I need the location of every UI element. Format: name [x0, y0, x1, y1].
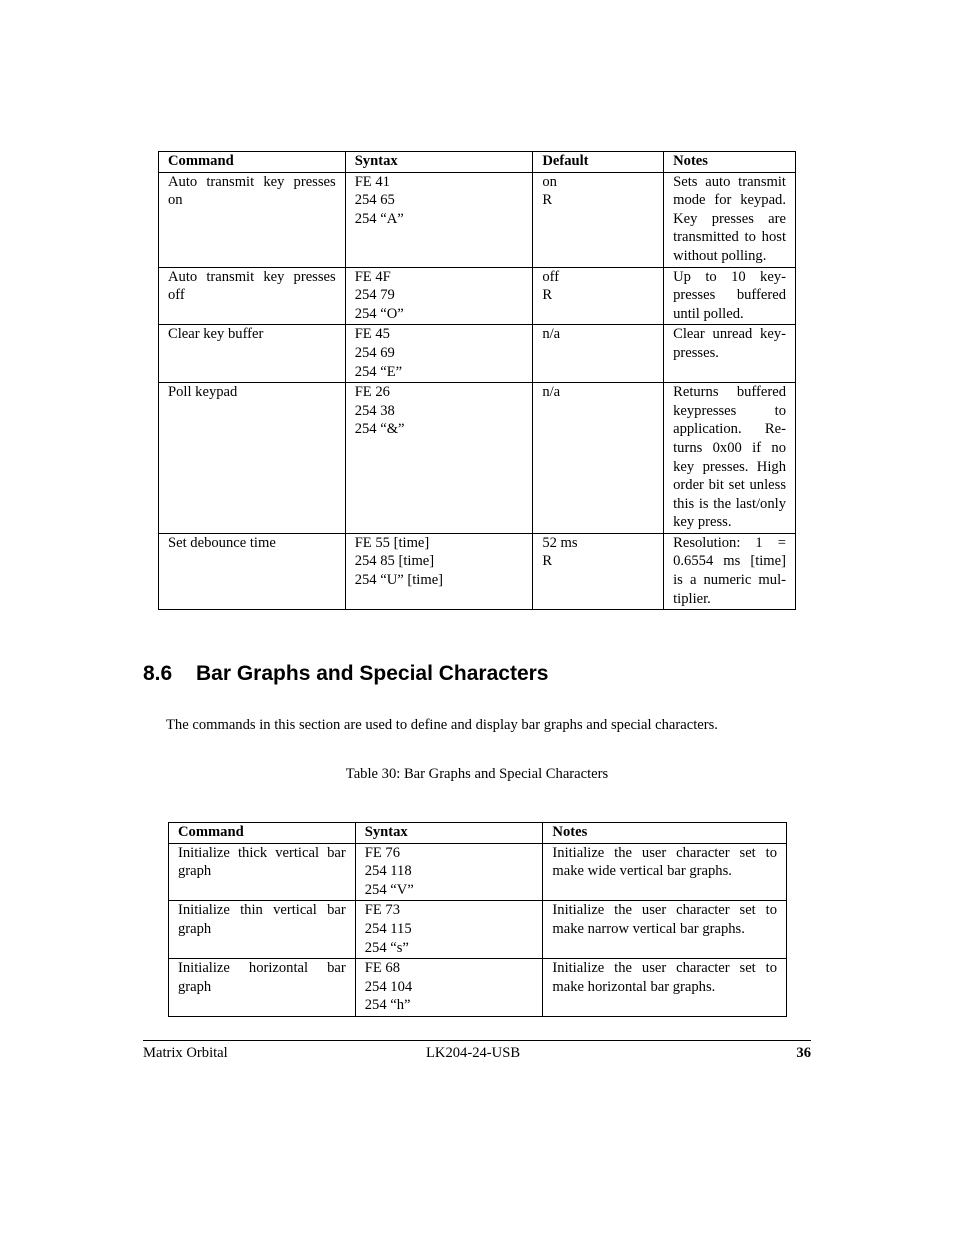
table-row — [159, 267, 796, 325]
notes-cell: Clear unread key-presses. — [664, 325, 796, 383]
page-number: 36 — [796, 1045, 811, 1061]
table-row — [159, 325, 796, 383]
syntax-cell: FE 76 254 118 254 “V” — [355, 843, 543, 901]
command-cell: Set debounce time — [159, 533, 346, 609]
syntax-cell: FE 55 [time] 254 85 [time] 254 “U” [time] — [345, 533, 533, 609]
syntax-cell: FE 4F 254 79 254 “O” — [345, 267, 533, 325]
default-cell: 52 ms R — [533, 533, 664, 609]
column-header-syntax: Syntax — [345, 152, 533, 173]
syntax-cell: FE 68 254 104 254 “h” — [355, 959, 543, 1017]
syntax-cell: FE 45 254 69 254 “E” — [345, 325, 533, 383]
notes-cell: Initialize the user character set to make wide vertical bar graphs. — [543, 843, 787, 901]
notes-cell: Returns buffered keypresses to application. Re-turns 0x00 if no key presses. High order bit set unless this is the last/only key press. — [664, 383, 796, 534]
footer-product: LK204-24-USB — [426, 1045, 521, 1061]
column-header-default: Default — [533, 152, 664, 173]
table-row — [169, 901, 787, 959]
command-cell: Initialize thick vertical bar graph — [169, 843, 356, 901]
notes-cell: Initialize the user character set to make horizontal bar graphs. — [543, 959, 787, 1017]
command-cell: Initialize thin vertical bar graph — [169, 901, 356, 959]
column-header-command: Command — [169, 823, 356, 844]
table-header-row — [169, 823, 787, 844]
syntax-cell: FE 73 254 115 254 “s” — [355, 901, 543, 959]
table-row — [159, 533, 796, 609]
section-intro: The commands in this section are used to define and display bar graphs and special characters. — [166, 717, 718, 733]
section-title: Bar Graphs and Special Characters — [196, 662, 549, 685]
default-cell: off R — [533, 267, 664, 325]
bar-graph-commands-table — [168, 822, 787, 1017]
table-row — [159, 172, 796, 267]
footer-divider — [143, 1040, 811, 1041]
column-header-command: Command — [159, 152, 346, 173]
table-header-row — [159, 152, 796, 173]
table-row — [169, 959, 787, 1017]
notes-cell: Initialize the user character set to make narrow vertical bar graphs. — [543, 901, 787, 959]
notes-cell: Resolution: 1 = 0.6554 ms [time] is a numeric mul-tiplier. — [664, 533, 796, 609]
table-caption: Table 30: Bar Graphs and Special Characters — [345, 766, 609, 782]
section-heading — [143, 662, 548, 686]
command-cell: Clear key buffer — [159, 325, 346, 383]
command-cell: Initialize horizontal bar graph — [169, 959, 356, 1017]
command-cell: Poll keypad — [159, 383, 346, 534]
footer-company: Matrix Orbital — [143, 1045, 228, 1061]
command-cell: Auto transmit key presses off — [159, 267, 346, 325]
table-row — [169, 843, 787, 901]
column-header-notes: Notes — [664, 152, 796, 173]
default-cell: n/a — [533, 383, 664, 534]
column-header-syntax: Syntax — [355, 823, 543, 844]
notes-cell: Sets auto transmit mode for keypad. Key presses are transmitted to host without polling. — [664, 172, 796, 267]
keypad-commands-table — [158, 151, 796, 610]
syntax-cell: FE 41 254 65 254 “A” — [345, 172, 533, 267]
section-number: 8.6 — [143, 662, 173, 685]
notes-cell: Up to 10 key-presses buffered until polled. — [664, 267, 796, 325]
command-cell: Auto transmit key presses on — [159, 172, 346, 267]
default-cell: n/a — [533, 325, 664, 383]
default-cell: on R — [533, 172, 664, 267]
syntax-cell: FE 26 254 38 254 “&” — [345, 383, 533, 534]
table-row — [159, 383, 796, 534]
column-header-notes: Notes — [543, 823, 787, 844]
